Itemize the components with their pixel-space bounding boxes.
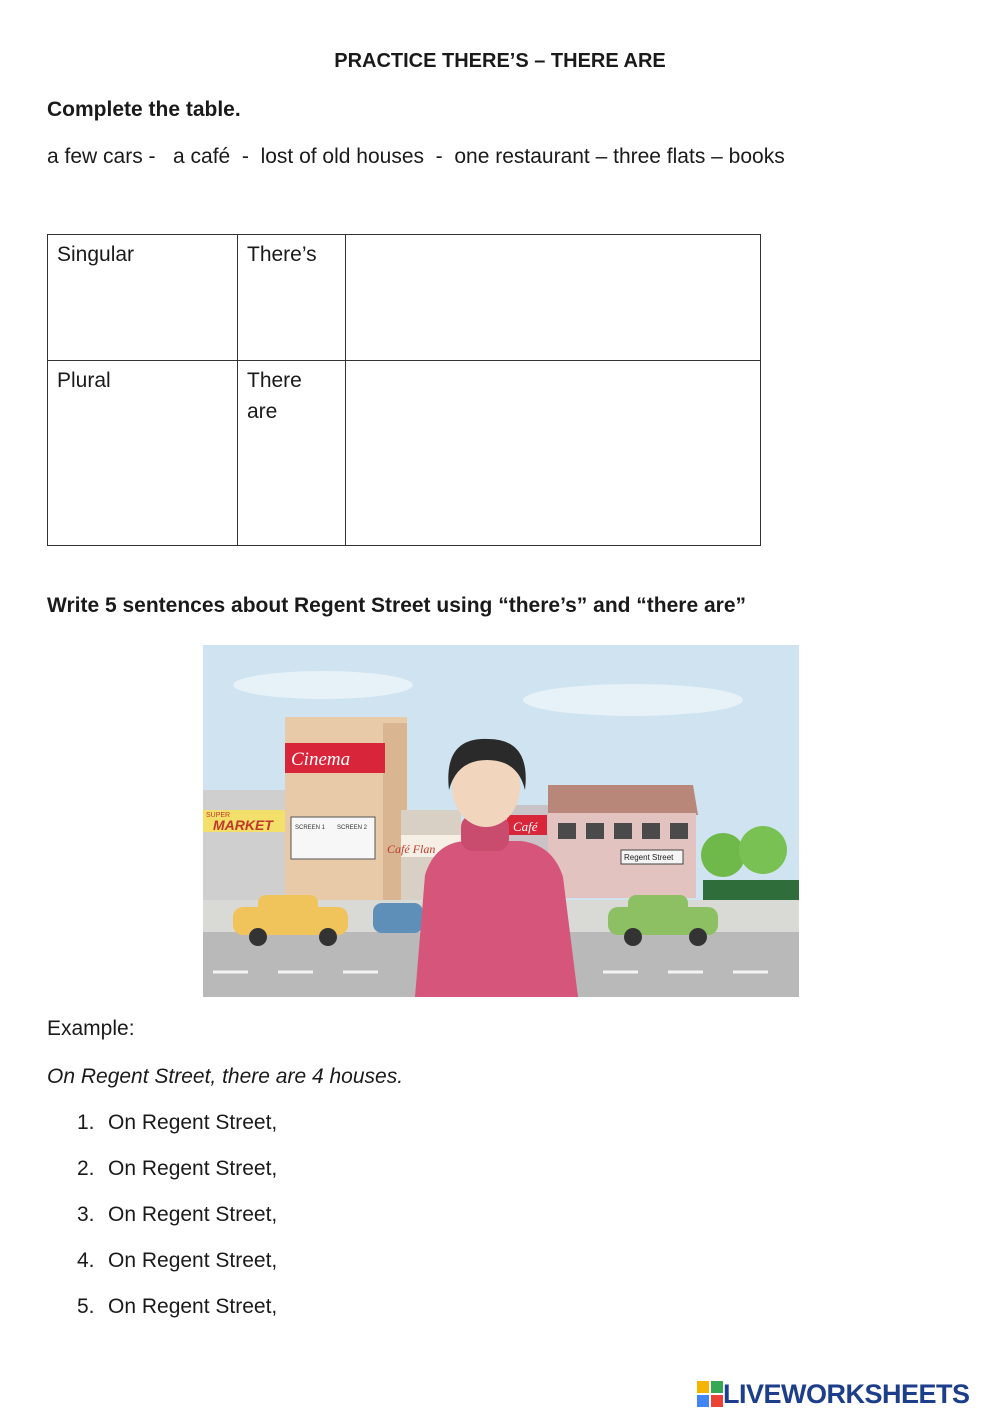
item-text: On Regent Street,	[108, 1111, 278, 1134]
list-item[interactable]	[77, 1249, 277, 1273]
table-row-plural	[48, 361, 761, 546]
table-row-singular	[48, 235, 761, 361]
row-label: Singular	[48, 235, 238, 361]
cinema-marquee	[291, 817, 375, 859]
screen1-label: SCREEN 1	[295, 825, 326, 831]
row-label: Plural	[48, 361, 238, 546]
item-text: On Regent Street,	[108, 1295, 278, 1318]
item-text: On Regent Street,	[108, 1249, 278, 1272]
item-number: 5.	[77, 1295, 95, 1318]
grammar-table	[47, 234, 761, 546]
item-number: 3.	[77, 1203, 95, 1226]
street-sign-label: Regent Street	[624, 853, 674, 862]
instruction-complete-table: Complete the table.	[47, 98, 241, 121]
tree	[701, 833, 745, 877]
item-number: 2.	[77, 1157, 95, 1180]
screen2-label: SCREEN 2	[337, 825, 368, 831]
supermarket-building	[203, 790, 288, 900]
item-text: On Regent Street,	[108, 1157, 278, 1180]
cloud	[523, 684, 743, 716]
list-item[interactable]	[77, 1203, 277, 1227]
blue-car	[373, 903, 423, 933]
example-label: Example:	[47, 1017, 135, 1040]
liveworksheets-logo-icon	[697, 1381, 723, 1407]
cloud	[233, 671, 413, 699]
supermarket-small-label: SUPER	[206, 812, 231, 819]
worksheet-title: PRACTICE THERE’S – THERE ARE	[334, 50, 666, 72]
logo-text: LIVEWORKSHEETS	[723, 1378, 970, 1409]
houses-roof	[548, 785, 698, 815]
row-form: There’s	[238, 235, 346, 361]
example-sentence: On Regent Street, there are 4 houses.	[47, 1065, 404, 1088]
answer-cell-plural[interactable]	[346, 361, 761, 546]
answer-cell-singular[interactable]	[346, 235, 761, 361]
list-item[interactable]	[77, 1295, 277, 1319]
cafe-flan-label: Café Flan	[387, 842, 436, 856]
instruction-write-sentences: Write 5 sentences about Regent Street using “there’s” and “there are”	[47, 594, 747, 617]
regent-street-illustration	[203, 645, 799, 997]
row-form: There are	[238, 361, 346, 546]
list-item[interactable]	[77, 1111, 277, 1135]
item-text: On Regent Street,	[108, 1203, 278, 1226]
item-number: 1.	[77, 1111, 95, 1134]
word-bank: a few cars - a café - lost of old houses - one restaurant – three flats – books	[47, 145, 785, 168]
woman-jumper	[415, 841, 578, 997]
list-item[interactable]	[77, 1157, 277, 1181]
cafe-label: Café	[513, 819, 538, 834]
item-number: 4.	[77, 1249, 95, 1272]
cinema-label: Cinema	[291, 749, 351, 770]
supermarket-label: MARKET	[213, 817, 273, 833]
tree	[739, 826, 787, 874]
liveworksheets-logo	[697, 1376, 970, 1412]
